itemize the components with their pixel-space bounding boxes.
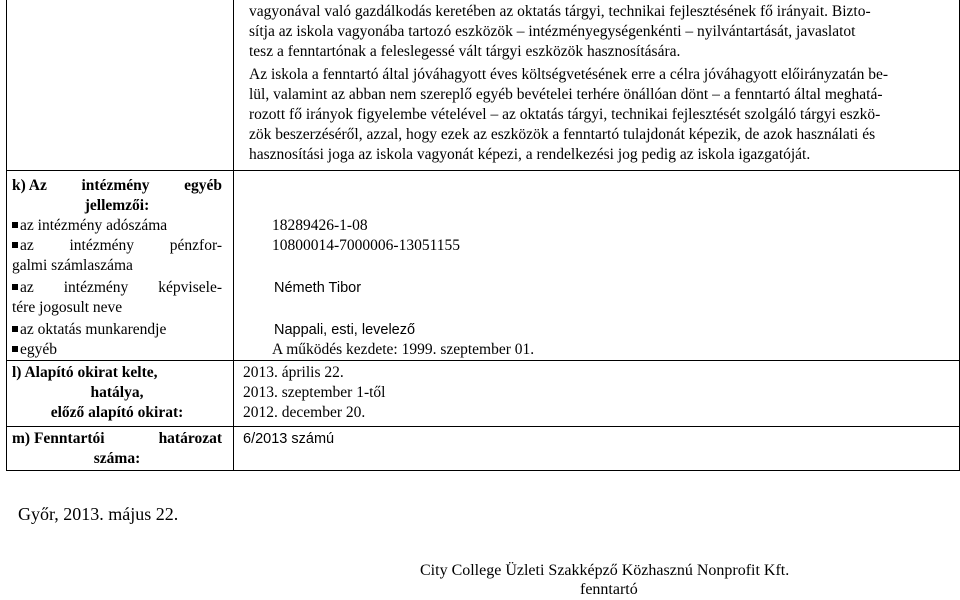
signatory-role: fenntartó: [580, 581, 638, 598]
organization-name: City College Üzleti Szakképző Közhasznú Nonprofit Kft.: [420, 562, 790, 579]
label-text: intézmény: [63, 279, 129, 296]
value-representative: Németh Tibor: [274, 280, 362, 296]
label-text: az: [20, 237, 34, 254]
text-line: sítja az iskola vagyonába tartozó eszközök – intézményegységenkénti – nyilvántartását, javaslatot: [249, 23, 856, 40]
value-schedule: Nappali, esti, levelező: [274, 322, 416, 338]
text-line: hasznosítási joga az iskola vagyonát képezi, a rendelkezési jog pedig az iskola igazgatóját.: [249, 146, 811, 163]
heading-part: k) Az: [12, 177, 47, 194]
text-line: lül, valamint az abban nem szereplő egyéb bevételei terhére önállóan dönt – a fenntartó által meghatá-: [249, 86, 883, 103]
bullet-icon: [12, 326, 18, 332]
item-representative-label: [12, 278, 222, 318]
heading-part: m) Fenntartói: [12, 430, 105, 447]
label-text: képvisele-: [158, 279, 222, 296]
value-deed-date: 2013. április 22.: [243, 364, 344, 381]
row-divider-k: [7, 170, 959, 171]
section-k-heading: [12, 176, 222, 216]
text-line: Az iskola a fenntartó által jóváhagyott éves költségvetésének erre a célra jóváhagyott előirányzatán be-: [249, 66, 889, 83]
bullet-icon: [12, 242, 18, 248]
heading-line: l) Alapító okirat kelte,: [12, 364, 158, 381]
section-l-heading: [12, 363, 222, 423]
label-text: az intézmény adószáma: [20, 217, 168, 234]
value-other: A működés kezdete: 1999. szeptember 01.: [272, 341, 535, 358]
value-resolution-number: 6/2013 számú: [243, 431, 335, 447]
value-tax-number: 18289426-1-08: [272, 217, 368, 234]
label-text: az: [20, 279, 34, 296]
heading-line: előző alapító okirat:: [50, 404, 184, 421]
heading-line2: száma:: [93, 450, 141, 467]
label-text: egyéb: [20, 341, 58, 358]
item-schedule-label: [12, 320, 222, 340]
label-text: pénzfor-: [169, 237, 222, 254]
text-line: vagyonával való gazdálkodás keretében az oktatás tárgyi, technikai fejlesztésének fő irányait. Bizto-: [249, 3, 871, 20]
heading-part: határozat: [158, 430, 222, 447]
label-text: intézmény: [69, 237, 135, 254]
label-text: az oktatás munkarendje: [20, 321, 167, 338]
row-divider-l: [7, 360, 959, 361]
text-line: tesz a fenntartónak a feleslegessé vált tárgyi eszközök hasznosítására.: [249, 43, 681, 60]
top-paragraph: [249, 2, 949, 62]
place-date: Győr, 2013. május 22.: [18, 504, 179, 524]
label-text: tére jogosult neve: [12, 299, 123, 316]
column-divider: [233, 0, 234, 470]
bullet-icon: [12, 284, 18, 290]
value-effective: 2013. szeptember 1-től: [243, 384, 386, 401]
heading-line: hatálya,: [90, 384, 144, 401]
bullet-icon: [12, 346, 18, 352]
bullet-icon: [12, 222, 18, 228]
value-previous-deed: 2012. december 20.: [243, 404, 366, 421]
item-bank-account-label: [12, 236, 222, 276]
text-line: zök beszerzéséről, azzal, hogy ezek az eszközök a fenntartó tulajdonát képezik, de azok használati és: [249, 126, 876, 143]
heading-line2: jellemzői:: [84, 197, 150, 214]
label-text: galmi számlaszáma: [12, 257, 133, 274]
value-bank-account: 10800014-7000006-13051155: [272, 237, 460, 254]
second-paragraph: [249, 65, 949, 165]
row-divider-m: [7, 426, 959, 427]
item-tax-number-label: [12, 216, 222, 236]
heading-part: egyéb: [184, 177, 222, 194]
heading-part: intézmény: [81, 177, 150, 194]
item-other-label: [12, 340, 222, 360]
section-m-heading: [12, 429, 222, 469]
text-line: rozott fő irányok figyelembe vételével – az oktatás tárgyi, technikai fejlesztését szolgáló tárgyi eszkö-: [249, 106, 881, 123]
